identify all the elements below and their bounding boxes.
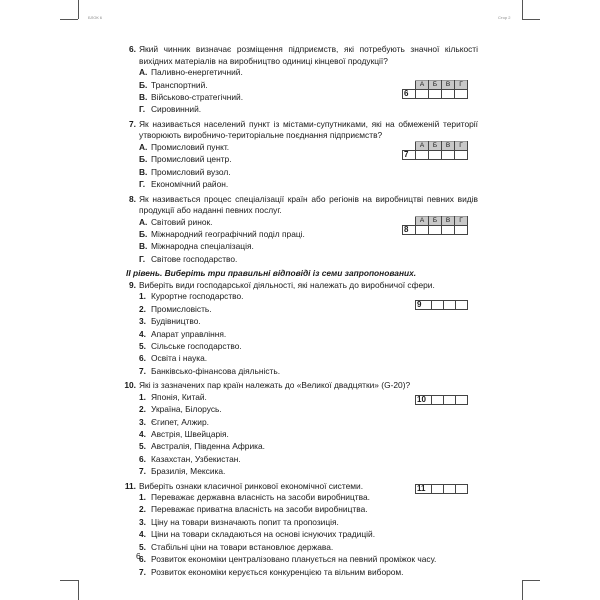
- option: 7. Розвиток економіки керується конкуренцією та вільним вибором.: [139, 566, 404, 577]
- crop-mark-bottom-left-v: [78, 580, 79, 600]
- option: А. Світовий ринок.: [139, 216, 213, 227]
- answer-cell[interactable]: [416, 150, 429, 159]
- answer-cell[interactable]: [429, 90, 442, 99]
- option: А. Паливно-енергетичний.: [139, 67, 243, 78]
- question-text: Як називається процес спеціалізації країн або регіонів на виробництві певних видів продукції або наданні певних послуг.: [139, 193, 478, 216]
- answer-grid[interactable]: [415, 484, 468, 494]
- answer-cell[interactable]: [444, 484, 456, 493]
- question-number: 9.: [129, 279, 136, 290]
- option: 7. Бразилія, Мексика.: [139, 466, 226, 477]
- option: 1. Японія, Китай.: [139, 391, 207, 402]
- page-number: 6: [136, 551, 141, 561]
- answer-cell[interactable]: [432, 300, 444, 309]
- crop-mark-top-right-h: [522, 19, 540, 20]
- option: Б. Транспортний.: [139, 79, 208, 90]
- answer-cell[interactable]: [442, 150, 455, 159]
- question-text: Виберіть види господарської діяльності, які належать до виробничої сфери.: [139, 279, 435, 290]
- answer-cell[interactable]: [455, 90, 468, 99]
- answer-cell[interactable]: [442, 225, 455, 234]
- option: 2. Промисловість.: [139, 303, 212, 314]
- option: 7. Банківсько-фінансова діяльність.: [139, 365, 281, 376]
- option: В. Промисловий вузол.: [139, 166, 231, 177]
- question-text: Як називається населений пункт із містами-супутниками, які на обмеженій території утворюють виробничо-територіальне поєднання підприємств?: [139, 118, 478, 141]
- question-text: Виберіть ознаки класичної ринкової економічної системи.: [139, 480, 364, 491]
- option: Б. Міжнародний географічний поділ праці.: [139, 229, 305, 240]
- option: 5. Сільське господарство.: [139, 341, 242, 351]
- question-number: 10.: [124, 380, 136, 391]
- option: Б. Промисловий центр.: [139, 154, 232, 165]
- running-header-left: БЛОК 6: [88, 15, 103, 20]
- crop-mark-top-left-v: [78, 0, 79, 19]
- option: 6. Розвиток економіки централізовано планується на певний проміжок часу.: [139, 554, 437, 565]
- crop-mark-bottom-left-h: [60, 580, 78, 581]
- answer-label: 6: [403, 90, 416, 99]
- answer-label: 7: [403, 150, 416, 159]
- option: 4. Австрія, Швейцарія.: [139, 428, 229, 439]
- answer-cell[interactable]: [432, 484, 444, 493]
- option: Г. Економічний район.: [139, 179, 229, 190]
- answer-grid[interactable]: [415, 300, 468, 310]
- option: 6. Казахстан, Узбекистан.: [139, 453, 241, 464]
- question-8: [129, 193, 478, 267]
- option: 5. Австралія, Південна Африка.: [139, 441, 265, 452]
- option: 3. Єгипет, Алжир.: [139, 416, 209, 427]
- question-11: [124, 480, 478, 580]
- option: В. Військово-стратегічний.: [139, 91, 244, 102]
- question-number: 7.: [129, 118, 136, 129]
- running-header-right: Стор 2: [498, 15, 511, 20]
- answer-cell[interactable]: [416, 90, 429, 99]
- option: 4. Апарат управління.: [139, 328, 227, 339]
- answer-grid[interactable]: А Б В Г 7: [402, 141, 468, 160]
- option: 6. Освіта і наука.: [139, 353, 208, 364]
- question-7: [129, 118, 478, 192]
- answer-cell[interactable]: [456, 396, 468, 405]
- answer-grid[interactable]: [415, 395, 468, 405]
- crop-mark-top-left-h: [60, 19, 78, 20]
- option: А. Промисловий пункт.: [139, 141, 230, 152]
- answer-cell[interactable]: [456, 300, 468, 309]
- answer-label: 10: [416, 396, 432, 405]
- answer-label: 11: [416, 484, 432, 493]
- option: 4. Ціни на товари складаються на основі існуючих традицій.: [139, 529, 376, 540]
- answer-grid[interactable]: А Б В Г 8: [402, 216, 468, 235]
- option: 3. Ціну на товари визначають попит та пропозиція.: [139, 516, 339, 527]
- option: 3. Будівництво.: [139, 316, 201, 327]
- answer-label: 9: [416, 300, 432, 309]
- crop-mark-bottom-right-h: [522, 580, 540, 581]
- option: 2. Переважає приватна власність на засоби виробництва.: [139, 504, 368, 515]
- option: 2. Україна, Білорусь.: [139, 404, 222, 415]
- option: Г. Сировинний.: [139, 104, 202, 115]
- question-10: [124, 380, 478, 478]
- question-number: 11.: [124, 480, 136, 491]
- question-text: Які із зазначених пар країн належать до «Великої двадцятки» (G-20)?: [139, 380, 411, 391]
- answer-label: 8: [403, 225, 416, 234]
- crop-mark-bottom-right-v: [522, 580, 523, 600]
- answer-cell[interactable]: [456, 484, 468, 493]
- answer-cell[interactable]: [442, 90, 455, 99]
- crop-mark-top-right-v: [522, 0, 523, 19]
- question-6: [129, 44, 478, 117]
- answer-cell[interactable]: [444, 300, 456, 309]
- answer-cell[interactable]: [416, 225, 429, 234]
- question-number: 8.: [129, 193, 136, 204]
- answer-cell[interactable]: [429, 225, 442, 234]
- option: Г. Світове господарство.: [139, 253, 238, 264]
- question-9: [129, 279, 478, 378]
- answer-cell[interactable]: [429, 150, 442, 159]
- question-text: Який чинник визначає розміщення підприємств, які потребують значної кількості вихідних матеріалів на виробництво одиниці кінцевої продукції?: [139, 44, 478, 66]
- page-content: [124, 44, 478, 581]
- answer-grid[interactable]: А Б В Г 6: [402, 80, 468, 99]
- option: 5. Стабільні ціни на товари встановлює держава.: [139, 541, 334, 552]
- answer-cell[interactable]: [444, 396, 456, 405]
- answer-cell[interactable]: [432, 396, 444, 405]
- answer-cell[interactable]: [455, 225, 468, 234]
- option: 1. Курортне господарство.: [139, 291, 244, 302]
- section-heading: ІІ рівень. Виберіть три правильні відповіді із семи запропонованих.: [126, 268, 417, 279]
- option: В. Міжнародна спеціалізація.: [139, 241, 254, 252]
- option: 1. Переважає державна власність на засоби виробництва.: [139, 492, 370, 503]
- answer-cell[interactable]: [455, 150, 468, 159]
- question-number: 6.: [129, 44, 136, 54]
